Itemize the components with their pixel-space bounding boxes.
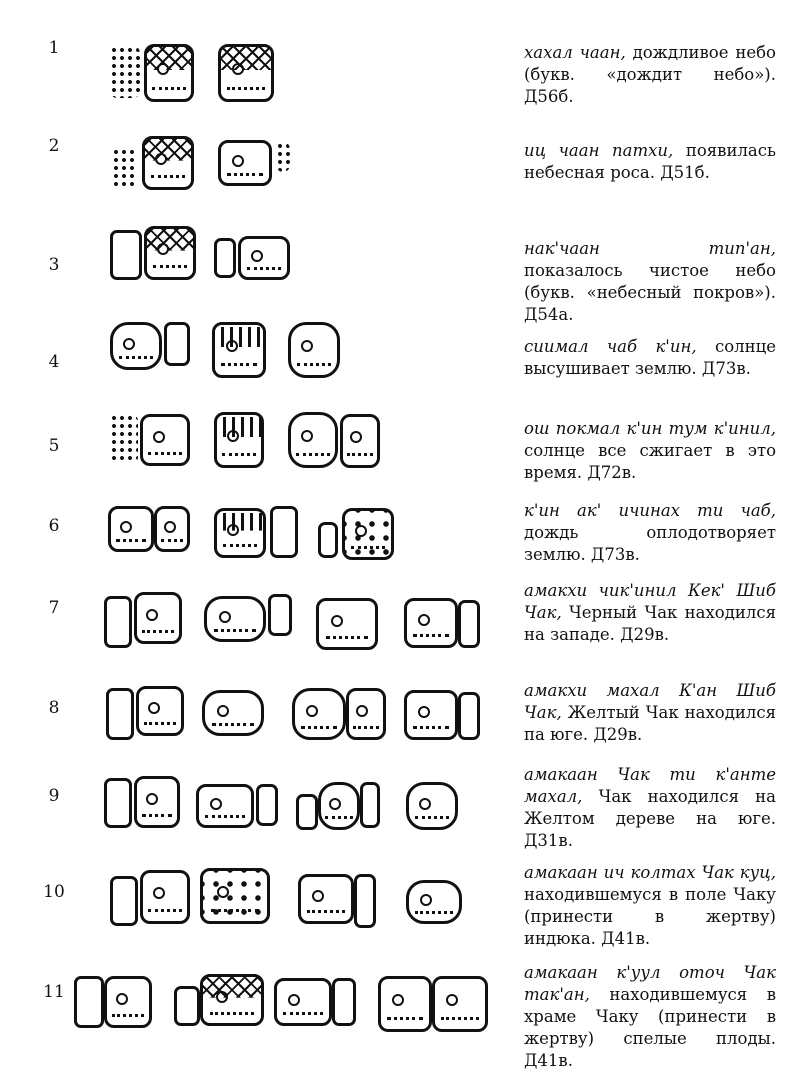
row-number-5: 5 xyxy=(48,436,60,456)
maya-glyph-affix xyxy=(318,522,338,558)
translation-5 xyxy=(524,418,776,484)
maya-glyph xyxy=(104,976,152,1028)
maya-glyph xyxy=(204,596,266,642)
maya-glyph xyxy=(218,140,272,186)
maya-glyph xyxy=(214,508,266,558)
maya-phrase: хахал чаан, xyxy=(524,43,626,62)
translation-text: Желтый Чак находился па юге. Д29в. xyxy=(524,703,776,744)
maya-glyph xyxy=(108,506,154,552)
maya-glyph xyxy=(274,978,332,1026)
maya-glyph xyxy=(136,686,184,736)
maya-glyph xyxy=(432,976,488,1032)
row-number-7: 7 xyxy=(48,598,60,618)
maya-glyph xyxy=(140,414,190,466)
translation-6 xyxy=(524,500,776,566)
maya-glyph xyxy=(214,412,264,468)
maya-glyph xyxy=(292,688,346,740)
translation-3 xyxy=(524,238,776,326)
translation-text: солнце все сжигает в это время. Д72в. xyxy=(524,441,776,482)
maya-phrase: амакхи махал К'ан Шиб Чак, xyxy=(524,681,776,722)
maya-glyph-affix xyxy=(256,784,278,826)
maya-glyph xyxy=(340,414,380,468)
maya-phrase: нак'чаан тип'ан, xyxy=(524,239,776,258)
maya-glyph xyxy=(342,508,394,560)
row-number-9: 9 xyxy=(48,786,60,806)
maya-glyph-affix xyxy=(112,148,138,188)
maya-glyph-affix xyxy=(74,976,104,1028)
maya-glyph xyxy=(196,784,254,828)
maya-glyph-affix xyxy=(110,414,138,464)
maya-glyph-affix xyxy=(110,230,142,280)
translation-text: находившемуся в поле Чаку (принести в жертву) индюка. Д41в. xyxy=(524,885,776,948)
row-number-11: 11 xyxy=(43,982,65,1002)
maya-glyph xyxy=(200,868,270,924)
maya-glyph xyxy=(154,506,190,552)
row-number-10: 10 xyxy=(43,882,65,902)
row-number-4: 4 xyxy=(48,352,60,372)
maya-glyph xyxy=(404,690,458,740)
translation-10 xyxy=(524,862,776,950)
maya-glyph-affix xyxy=(104,778,132,828)
maya-glyph-affix xyxy=(458,600,480,648)
maya-glyph-affix xyxy=(360,782,380,828)
maya-glyph xyxy=(134,592,182,644)
maya-glyph xyxy=(406,880,462,924)
maya-glyph xyxy=(134,776,180,828)
maya-glyph xyxy=(346,688,386,740)
maya-phrase: к'ин ак' ичинах ти чаб, xyxy=(524,501,776,520)
maya-glyph xyxy=(200,974,264,1026)
translation-text: находившемуся в храме Чаку (принести в жертву) спелые плоды. Д41в. xyxy=(524,985,776,1070)
translation-1 xyxy=(524,42,776,108)
maya-glyph xyxy=(316,598,378,650)
maya-glyph-affix xyxy=(106,688,134,740)
maya-glyph xyxy=(298,874,354,924)
maya-glyph-affix xyxy=(276,142,290,172)
maya-glyph xyxy=(212,322,266,378)
maya-glyph-affix xyxy=(174,986,200,1026)
maya-glyph-affix xyxy=(332,978,356,1026)
maya-phrase: амакаан Чак ти к'анте махал, xyxy=(524,765,776,806)
maya-glyph xyxy=(378,976,432,1032)
maya-glyph xyxy=(144,226,196,280)
row-number-6: 6 xyxy=(48,516,60,536)
maya-phrase: амакхи чик'инил Кек' Шиб Чак, xyxy=(524,581,776,622)
maya-glyph-affix xyxy=(354,874,376,928)
maya-phrase: ош покмал к'ин тум к'инил, xyxy=(524,419,776,438)
maya-glyph-affix xyxy=(270,506,298,558)
maya-glyph xyxy=(144,44,194,102)
translation-text: появилась небесная роса. Д51б. xyxy=(524,141,776,182)
maya-glyph xyxy=(218,44,274,102)
maya-glyph-affix xyxy=(110,876,138,926)
row-number-3: 3 xyxy=(48,255,60,275)
translation-2 xyxy=(524,140,776,184)
translation-text: солнце высушивает землю. Д73в. xyxy=(524,337,777,378)
maya-glyph xyxy=(404,598,458,648)
maya-glyph-affix xyxy=(104,596,132,648)
translation-7 xyxy=(524,580,776,646)
translation-text: дождь оплодотворяет землю. Д73в. xyxy=(524,523,776,564)
maya-glyph xyxy=(406,782,458,830)
maya-glyph-affix xyxy=(214,238,236,278)
translation-text: Черный Чак находился на западе. Д29в. xyxy=(524,603,776,644)
maya-glyph-affix xyxy=(458,692,480,740)
maya-glyph xyxy=(318,782,360,830)
maya-glyph xyxy=(288,412,338,468)
maya-glyph xyxy=(142,136,194,190)
maya-glyph xyxy=(238,236,290,280)
row-number-2: 2 xyxy=(48,136,60,156)
translation-11 xyxy=(524,962,776,1072)
row-number-8: 8 xyxy=(48,698,60,718)
maya-glyph-affix xyxy=(164,322,190,366)
maya-glyph xyxy=(288,322,340,378)
maya-phrase: амакаан ич колтах Чак куц, xyxy=(524,863,776,882)
maya-phrase: сиимал чаб к'ин, xyxy=(524,337,697,356)
maya-glyph xyxy=(140,870,190,924)
translation-8 xyxy=(524,680,776,746)
maya-glyph xyxy=(202,690,264,736)
maya-glyph-affix xyxy=(110,46,140,98)
translation-9 xyxy=(524,764,776,852)
translation-text: Чак находился на Желтом дереве на юге. Д31в. xyxy=(524,787,776,850)
maya-glyph-affix xyxy=(268,594,292,636)
maya-glyph-affix xyxy=(296,794,318,830)
translation-4 xyxy=(524,336,776,380)
translation-text: дождливое небо (букв. «дождит небо»). Д56б. xyxy=(524,43,776,106)
maya-phrase: иц чаан патхи, xyxy=(524,141,674,160)
maya-glyph xyxy=(110,322,162,370)
maya-phrase: амакаан к'уул оточ Чак так'ан, xyxy=(524,963,776,1004)
translation-text: показалось чистое небо (букв. «небесный покров»). Д54а. xyxy=(524,261,776,324)
row-number-1: 1 xyxy=(48,38,60,58)
